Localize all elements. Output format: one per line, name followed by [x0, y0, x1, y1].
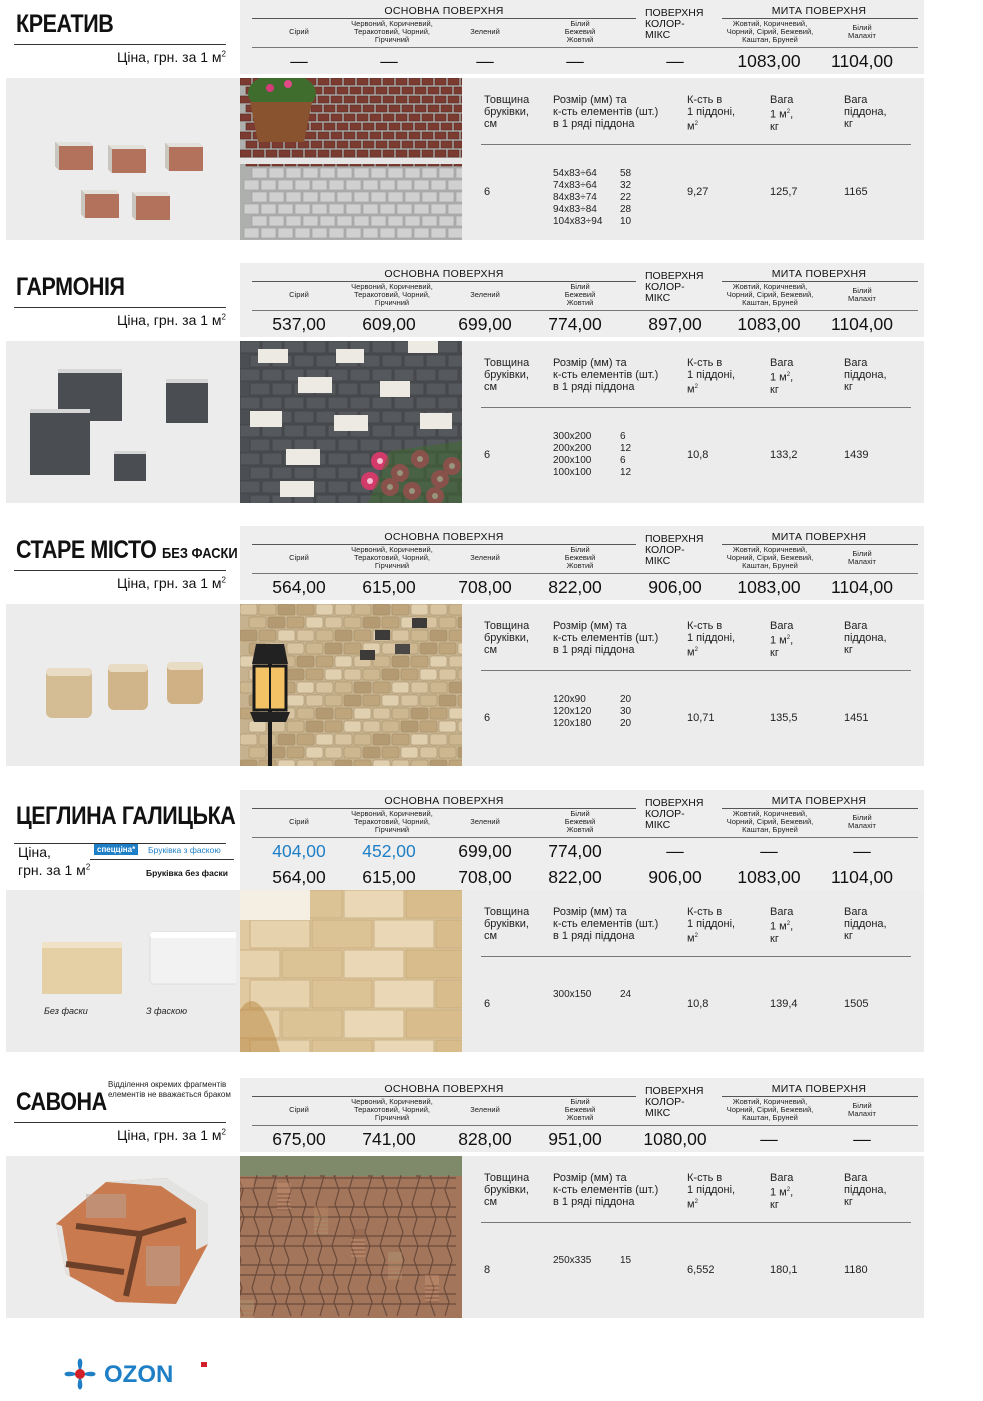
price-value: 1080,00 — [643, 1129, 707, 1149]
weight-m2-value: 133,2 — [770, 449, 798, 461]
product-specs — [481, 78, 911, 240]
price-table-header — [240, 0, 924, 48]
col-green: Зелений — [470, 553, 500, 562]
product-photo-panel — [6, 78, 924, 240]
price-value: — — [853, 1129, 871, 1149]
col-myta1: Жовтий, Коричневий, Чорний, Сірий, Бежевий, Каштан, Бруней — [726, 1097, 814, 1122]
price-table-header — [240, 1078, 924, 1126]
spec-heading-pallet: Вага піддона, кг — [844, 1172, 887, 1208]
spec-divider — [90, 859, 234, 860]
price-value: 822,00 — [548, 867, 602, 887]
price-value: 564,00 — [272, 577, 326, 597]
spec-heading-weight: Вага 1 $м^2$, кг — [770, 906, 794, 945]
price-value: — — [760, 841, 778, 861]
spec-heading-thickness: Товщина бруківки, см — [484, 906, 530, 942]
qty-value: 6,552 — [687, 1264, 715, 1276]
price-value: 675,00 — [272, 1129, 326, 1149]
spec-price-caption: Бруківка з фаскою — [148, 845, 221, 855]
osnovna-heading: ОСНОВНА ПОВЕРХНЯ — [384, 531, 504, 543]
price-value: — — [566, 51, 584, 71]
price-value: 708,00 — [458, 867, 512, 887]
price-value: 822,00 — [548, 577, 602, 597]
price-value: — — [290, 51, 308, 71]
col-red: Червоний, Коричневий, Теракотовий, Чорний, Гірчичний — [351, 282, 433, 307]
thickness-value: 6 — [484, 186, 491, 198]
price-value: 906,00 — [648, 577, 702, 597]
weight-m2-value: 139,4 — [770, 998, 798, 1010]
size-list: 54x83÷64 58 74x83÷64 32 84x83÷74 22 94x83÷84 28 104x83÷94 10 — [553, 168, 632, 227]
weight-m2-value: 135,5 — [770, 712, 798, 724]
col-myta1: Жовтий, Коричневий, Чорний, Сірий, Бежевий, Каштан, Бруней — [726, 809, 814, 834]
spec-heading-pallet: Вага піддона, кг — [844, 906, 887, 942]
kolor-heading: ПОВЕРХНЯ КОЛОР- МІКС — [645, 1085, 704, 1119]
product-photo-panel — [6, 890, 924, 1052]
col-white: Білий Бежевий Жовтий — [564, 1097, 596, 1122]
price-value: 699,00 — [458, 314, 512, 334]
product-photo — [240, 890, 462, 1052]
product-note: Відділення окремих фрагментів елементів не вважається браком — [108, 1080, 231, 1099]
product-pieces-image — [36, 1164, 236, 1319]
price-table-header — [240, 790, 924, 838]
osnovna-heading: ОСНОВНА ПОВЕРХНЯ — [384, 795, 504, 807]
thickness-value: 6 — [484, 998, 491, 1010]
price-label: Ціна, грн. за 1 $м^2$ — [116, 575, 226, 591]
size-list: 300x150 24 — [553, 989, 632, 1000]
price-value: 741,00 — [362, 1129, 416, 1149]
weight-pallet-value: 1439 — [844, 449, 869, 461]
spec-heading-size: Розмір (мм) та к-сть елементів (шт.) в 1 ряді піддона — [553, 620, 659, 656]
weight-m2-value: 180,1 — [770, 1264, 798, 1276]
kolor-heading: ПОВЕРХНЯ КОЛОР- МІКС — [645, 270, 704, 304]
product-specs — [481, 1156, 911, 1318]
product-specs — [481, 890, 911, 1052]
col-green: Зелений — [470, 290, 500, 299]
product-photo — [240, 341, 462, 503]
price-value: 1104,00 — [831, 51, 893, 71]
product-title: СТАРЕ МІСТО БЕЗ ФАСКИ — [16, 536, 238, 564]
price-value: 1083,00 — [737, 314, 801, 334]
price-value: 1083,00 — [737, 577, 801, 597]
kolor-heading: ПОВЕРХНЯ КОЛОР- МІКС — [645, 7, 704, 41]
osnovna-heading: ОСНОВНА ПОВЕРХНЯ — [384, 1083, 504, 1095]
product-title: ЦЕГЛИНА ГАЛИЦЬКА — [16, 802, 236, 830]
col-green: Зелений — [470, 817, 500, 826]
col-grey: Сірий — [289, 817, 309, 826]
spec-heading-qty: К-сть в 1 піддоні, $м^2$ — [687, 94, 736, 133]
thickness-value: 8 — [484, 1264, 491, 1276]
spec-heading-qty: К-сть в 1 піддоні, $м^2$ — [687, 357, 736, 396]
spec-heading-pallet: Вага піддона, кг — [844, 357, 887, 393]
myta-heading: МИТА ПОВЕРХНЯ — [771, 795, 867, 807]
spec-heading-thickness: Товщина бруківки, см — [484, 94, 530, 130]
svg-text:OZON: OZON — [104, 1361, 174, 1388]
price-value: 1083,00 — [737, 867, 801, 887]
myta-heading: МИТА ПОВЕРХНЯ — [771, 1083, 867, 1095]
price-value: 1104,00 — [831, 867, 893, 887]
product-photo — [240, 78, 462, 240]
price-value: 828,00 — [458, 1129, 512, 1149]
product-photo-panel — [6, 341, 924, 503]
col-grey: Сірий — [289, 553, 309, 562]
price-value: 699,00 — [458, 841, 512, 861]
product-pieces-image — [26, 928, 236, 1013]
col-myta1: Жовтий, Коричневий, Чорний, Сірий, Бежевий, Каштан, Бруней — [726, 545, 814, 570]
weight-m2-value: 125,7 — [770, 186, 798, 198]
price-value: 564,00 — [272, 867, 326, 887]
spec-heading-weight: Вага 1 $м^2$, кг — [770, 357, 794, 396]
spec-heading-size: Розмір (мм) та к-сть елементів (шт.) в 1 ряді піддона — [553, 357, 659, 393]
price-value: 452,00 — [362, 841, 416, 861]
price-label-a: Ціна, — [18, 844, 51, 860]
pieces-caption: Без фаски — [44, 1006, 88, 1016]
weight-pallet-value: 1180 — [844, 1264, 868, 1276]
price-value: 897,00 — [648, 314, 702, 334]
spec-heading-qty: К-сть в 1 піддоні, $м^2$ — [687, 620, 736, 659]
spec-heading-weight: Вага 1 $м^2$, кг — [770, 94, 794, 133]
myta-heading: МИТА ПОВЕРХНЯ — [771, 268, 867, 280]
product-title: КРЕАТИВ — [16, 10, 114, 38]
price-label: Ціна, грн. за 1 $м^2$ — [116, 49, 226, 65]
price-value: 1104,00 — [831, 577, 893, 597]
ozon-logo — [60, 1352, 210, 1401]
product-title: САВОНА — [16, 1088, 107, 1116]
spec-heading-qty: К-сть в 1 піддоні, $м^2$ — [687, 1172, 736, 1211]
pieces-caption: З фаскою — [146, 1006, 188, 1016]
price-value: — — [380, 51, 398, 71]
col-myta2: Білий Малахіт — [848, 23, 876, 40]
size-list: 300x200 6 200x200 12 200x100 6 100x100 12 — [553, 431, 632, 478]
col-white: Білий Бежевий Жовтий — [564, 545, 596, 570]
price-value: 708,00 — [458, 577, 512, 597]
product-specs — [481, 604, 911, 766]
col-white: Білий Бежевий Жовтий — [564, 282, 596, 307]
qty-value: 9,27 — [687, 186, 709, 198]
col-myta1: Жовтий, Коричневий, Чорний, Сірий, Бежевий, Каштан, Бруней — [726, 282, 814, 307]
size-list: 120x90 20 120x120 30 120x180 20 — [553, 694, 632, 729]
kolor-heading: ПОВЕРХНЯ КОЛОР- МІКС — [645, 533, 704, 567]
product-title: ГАРМОНІЯ — [16, 273, 125, 301]
col-myta2: Білий Малахіт — [848, 813, 876, 830]
spec-heading-thickness: Товщина бруківки, см — [484, 1172, 530, 1208]
product-photo — [240, 1156, 462, 1318]
qty-value: 10,71 — [687, 712, 715, 724]
col-red: Червоний, Коричневий, Теракотовий, Чорний, Гірчичний — [351, 545, 433, 570]
col-white: Білий Бежевий Жовтий — [564, 19, 596, 44]
weight-pallet-value: 1451 — [844, 712, 869, 724]
spec-heading-pallet: Вага піддона, кг — [844, 620, 887, 656]
myta-heading: МИТА ПОВЕРХНЯ — [771, 5, 867, 17]
product-photo-panel — [6, 604, 924, 766]
price-value: — — [853, 841, 871, 861]
spec-heading-pallet: Вага піддона, кг — [844, 94, 887, 130]
price-value: 537,00 — [272, 314, 326, 334]
price-value: 1104,00 — [831, 314, 893, 334]
price-value: 615,00 — [362, 577, 416, 597]
weight-pallet-value: 1505 — [844, 998, 869, 1010]
col-myta2: Білий Малахіт — [848, 286, 876, 303]
product-specs — [481, 341, 911, 503]
col-green: Зелений — [470, 1105, 500, 1114]
product-pieces-image — [28, 361, 228, 506]
price-value: — — [476, 51, 494, 71]
spec-heading-weight: Вага 1 $м^2$, кг — [770, 620, 794, 659]
price-value: 615,00 — [362, 867, 416, 887]
osnovna-heading: ОСНОВНА ПОВЕРХНЯ — [384, 5, 504, 17]
qty-value: 10,8 — [687, 449, 709, 461]
price-value: 1083,00 — [737, 51, 801, 71]
price-label: Ціна, грн. за 1 $м^2$ — [116, 1127, 226, 1143]
price-label-b: грн. за 1 $м^2$ — [18, 862, 91, 878]
weight-pallet-value: 1165 — [844, 186, 868, 198]
price-value: 404,00 — [272, 841, 326, 861]
thickness-value: 6 — [484, 449, 491, 461]
col-red: Червоний, Коричневий, Теракотовий, Чорний, Гірчичний — [351, 19, 433, 44]
spec-heading-qty: К-сть в 1 піддоні, $м^2$ — [687, 906, 736, 945]
product-photo-panel — [6, 1156, 924, 1318]
spec-heading-size: Розмір (мм) та к-сть елементів (шт.) в 1 ряді піддона — [553, 906, 659, 942]
product-photo — [240, 604, 462, 766]
col-myta1: Жовтий, Коричневий, Чорний, Сірий, Бежевий, Каштан, Бруней — [726, 19, 814, 44]
spec-heading-thickness: Товщина бруківки, см — [484, 357, 530, 393]
col-red: Червоний, Коричневий, Теракотовий, Чорний, Гірчичний — [351, 809, 433, 834]
spec-heading-weight: Вага 1 $м^2$, кг — [770, 1172, 794, 1211]
price-value: 906,00 — [648, 867, 702, 887]
plain-price-caption: Бруківка без фаски — [146, 868, 229, 878]
product-pieces-image — [26, 116, 226, 241]
price-value: — — [666, 841, 684, 861]
price-value: — — [760, 1129, 778, 1149]
kolor-heading: ПОВЕРХНЯ КОЛОР- МІКС — [645, 797, 704, 831]
col-myta2: Білий Малахіт — [848, 1101, 876, 1118]
qty-value: 10,8 — [687, 998, 709, 1010]
spec-price-badge: спецціна* — [94, 844, 138, 855]
myta-heading: МИТА ПОВЕРХНЯ — [771, 531, 867, 543]
price-value: 951,00 — [548, 1129, 602, 1149]
price-label: Ціна, грн. за 1 $м^2$ — [116, 312, 226, 328]
thickness-value: 6 — [484, 712, 491, 724]
price-value: — — [666, 51, 684, 71]
price-value: 774,00 — [548, 841, 602, 861]
price-value: 609,00 — [362, 314, 416, 334]
col-green: Зелений — [470, 27, 500, 36]
col-grey: Сірий — [289, 1105, 309, 1114]
price-table-header — [240, 526, 924, 574]
product-pieces-image — [24, 656, 224, 741]
col-red: Червоний, Коричневий, Теракотовий, Чорний, Гірчичний — [351, 1097, 433, 1122]
spec-heading-size: Розмір (мм) та к-сть елементів (шт.) в 1 ряді піддона — [553, 94, 659, 130]
spec-heading-thickness: Товщина бруківки, см — [484, 620, 530, 656]
size-list: 250x335 15 — [553, 1255, 632, 1266]
col-white: Білий Бежевий Жовтий — [564, 809, 596, 834]
spec-heading-size: Розмір (мм) та к-сть елементів (шт.) в 1 ряді піддона — [553, 1172, 659, 1208]
col-grey: Сірий — [289, 290, 309, 299]
col-grey: Сірий — [289, 27, 309, 36]
osnovna-heading: ОСНОВНА ПОВЕРХНЯ — [384, 268, 504, 280]
price-table-header — [240, 263, 924, 311]
price-value: 774,00 — [548, 314, 602, 334]
col-myta2: Білий Малахіт — [848, 549, 876, 566]
